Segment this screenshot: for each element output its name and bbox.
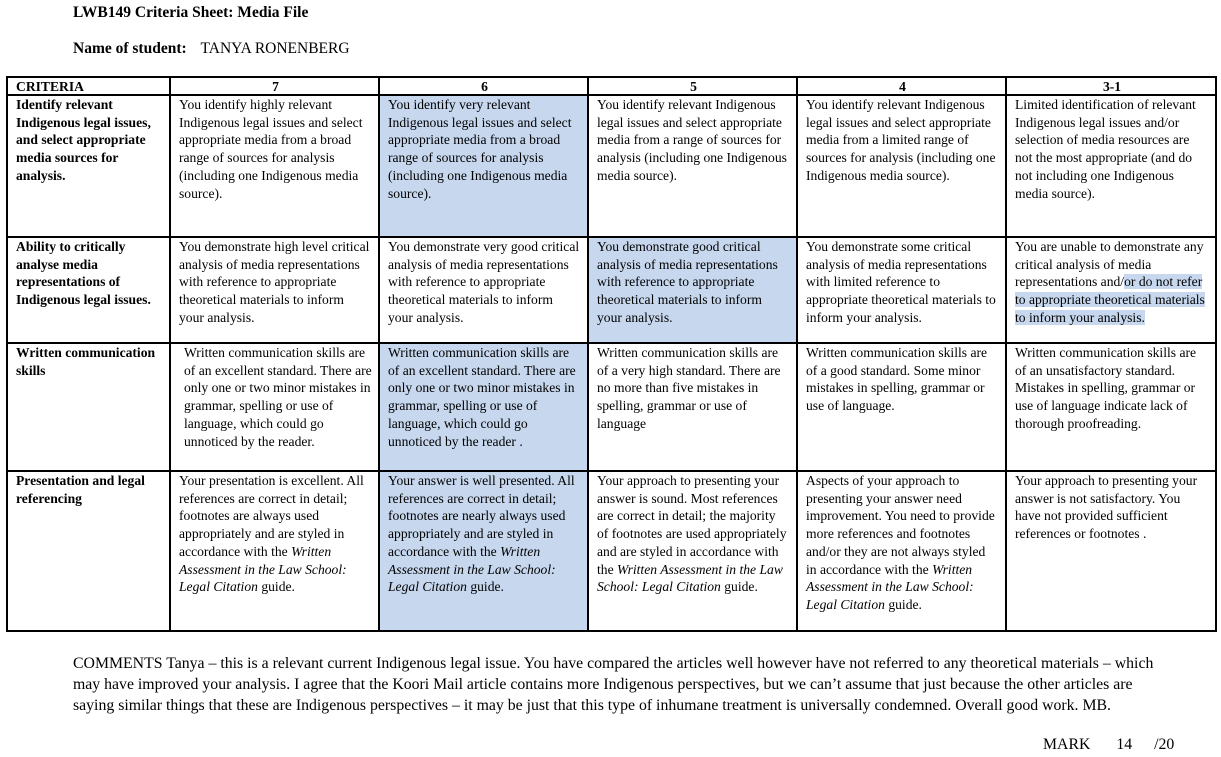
guide-title: Written Assessment in the Law School: Legal Citation — [388, 543, 556, 595]
row-critical-analysis — [7, 237, 1216, 343]
grade-6-cell-selected — [379, 471, 588, 631]
grade-5-cell — [588, 471, 797, 631]
mark-label: MARK — [1043, 736, 1091, 753]
cell-text: Your approach to presenting your answer is sound. Most references are correct in detail; the majority of footnotes are used appropriately and are styled in accordance with the — [597, 473, 787, 577]
highlighted-text: or do not refer to appropriate theoretical materials to inform your analysis. — [1015, 274, 1205, 325]
header-grade-5: 5 — [588, 77, 797, 95]
row-identify-issues — [7, 95, 1216, 237]
header-row — [7, 77, 1216, 95]
grade-6-cell: You demonstrate very good critical analysis of media representations with reference to appropriate theoretical materials to inform your analysis. — [379, 237, 588, 343]
grade-6-cell-selected: You identify very relevant Indigenous legal issues and select appropriate media from a broad range of sources for analysis (including one Indigenous media source). — [379, 95, 588, 237]
cell-text: Aspects of your approach to presenting your answer need improvement. You need to provide more references and footnotes and/or they are not always styled in accordance with the — [806, 473, 995, 577]
header-grade-7: 7 — [170, 77, 379, 95]
cell-text: Your presentation is excellent. All references are correct in detail; footnotes are always used appropriately and are styled in accordance with the — [179, 473, 364, 559]
cell-text: guide. — [884, 596, 922, 612]
cell-text: Your answer is well presented. All references are correct in detail; footnotes are nearly always used appropriately and are styled in accordance with the — [388, 473, 575, 559]
header-grade-6: 6 — [379, 77, 588, 95]
guide-title: Written Assessment in the Law School: Legal Citation — [806, 561, 974, 612]
grade-7-cell: Written communication skills are of an excellent standard. There are only one or two minor mistakes in grammar, spelling or use of language, which could go unnoticed by the reader. — [170, 343, 379, 471]
guide-title: Written Assessment in the Law School: Legal Citation — [597, 561, 783, 595]
cell-text: guide. — [466, 579, 504, 595]
document-title: LWB149 Criteria Sheet: Media File — [73, 4, 309, 21]
header-grade-4: 4 — [797, 77, 1006, 95]
grade-7-cell — [170, 471, 379, 631]
grade-3-1-cell: Written communication skills are of an unsatisfactory standard. Mistakes in spelling, grammar or use of language indicate lack of thorough proofreading. — [1006, 343, 1216, 471]
comments-paragraph: COMMENTS Tanya – this is a relevant current Indigenous legal issue. You have compared the articles well however have not referred to any theoretical materials – which may have improved your analysis. I agree that the Koori Mail article contains more Indigenous perspectives, but we can’t assume that just because the other articles are saying similar things that these are Indigenous perspectives – it may be just that this type of inhumane treatment is universally condemned. Overall good work. MB. — [73, 655, 1154, 714]
grade-3-1-cell — [1006, 237, 1216, 343]
grade-4-cell: You identify relevant Indigenous legal issues and select appropriate media from a limited range of sources for analysis (including one Indigenous media source). — [797, 95, 1006, 237]
grade-3-1-cell: Your approach to presenting your answer is not satisfactory. You have not provided sufficient references or footnotes . — [1006, 471, 1216, 631]
criteria-table — [6, 76, 1217, 632]
mark-total: /20 — [1154, 736, 1175, 753]
grade-5-cell: Written communication skills are of a very high standard. There are no more than five mistakes in spelling, grammar or use of language — [588, 343, 797, 471]
criterion-cell: Presentation and legal referencing — [7, 471, 170, 631]
student-name: TANYA RONENBERG — [200, 40, 350, 57]
row-written-communication — [7, 343, 1216, 471]
cell-text: guide. — [720, 579, 758, 595]
header-criteria: CRITERIA — [7, 77, 170, 95]
criterion-cell: Written communication skills — [7, 343, 170, 471]
grade-6-cell-selected: Written communication skills are of an excellent standard. There are only one or two minor mistakes in grammar, spelling or use of language, which could go unnoticed by the reader . — [379, 343, 588, 471]
plain-text: You are unable to demonstrate any critical analysis of media representations and/ — [1015, 239, 1204, 290]
grade-3-1-cell: Limited identification of relevant Indigenous legal issues and/or selection of media resources are not the most appropriate (and do not including one Indigenous media source). — [1006, 95, 1216, 237]
mark-value: 14 — [1116, 736, 1133, 753]
grade-4-cell: Written communication skills are of a good standard. Some minor mistakes in spelling, grammar or use of language. — [797, 343, 1006, 471]
header-grade-3-1: 3-1 — [1006, 77, 1216, 95]
guide-title: Written Assessment in the Law School: Legal Citation — [179, 543, 347, 595]
mark-line — [1043, 736, 1174, 754]
cell-text: guide. — [257, 579, 295, 595]
grade-5-cell: You identify relevant Indigenous legal issues and select appropriate media from a range of sources for analysis (including one Indigenous media source). — [588, 95, 797, 237]
grade-5-cell-selected: You demonstrate good critical analysis of media representations with reference to appropriate theoretical materials to inform your analysis. — [588, 237, 797, 343]
grade-7-cell: You demonstrate high level critical analysis of media representations with reference to appropriate theoretical materials to inform your analysis. — [170, 237, 379, 343]
grade-4-cell — [797, 471, 1006, 631]
criterion-cell: Identify relevant Indigenous legal issues, and select appropriate media sources for analysis. — [7, 95, 170, 237]
grade-4-cell: You demonstrate some critical analysis of media representations with limited reference to appropriate theoretical materials to inform your analysis. — [797, 237, 1006, 343]
grade-7-cell: You identify highly relevant Indigenous legal issues and select appropriate media from a broad range of sources for analysis (including one Indigenous media source). — [170, 95, 379, 237]
row-presentation-referencing — [7, 471, 1216, 631]
criterion-cell: Ability to critically analyse media representations of Indigenous legal issues. — [7, 237, 170, 343]
student-line — [73, 40, 350, 58]
student-label: Name of student: — [73, 40, 187, 57]
